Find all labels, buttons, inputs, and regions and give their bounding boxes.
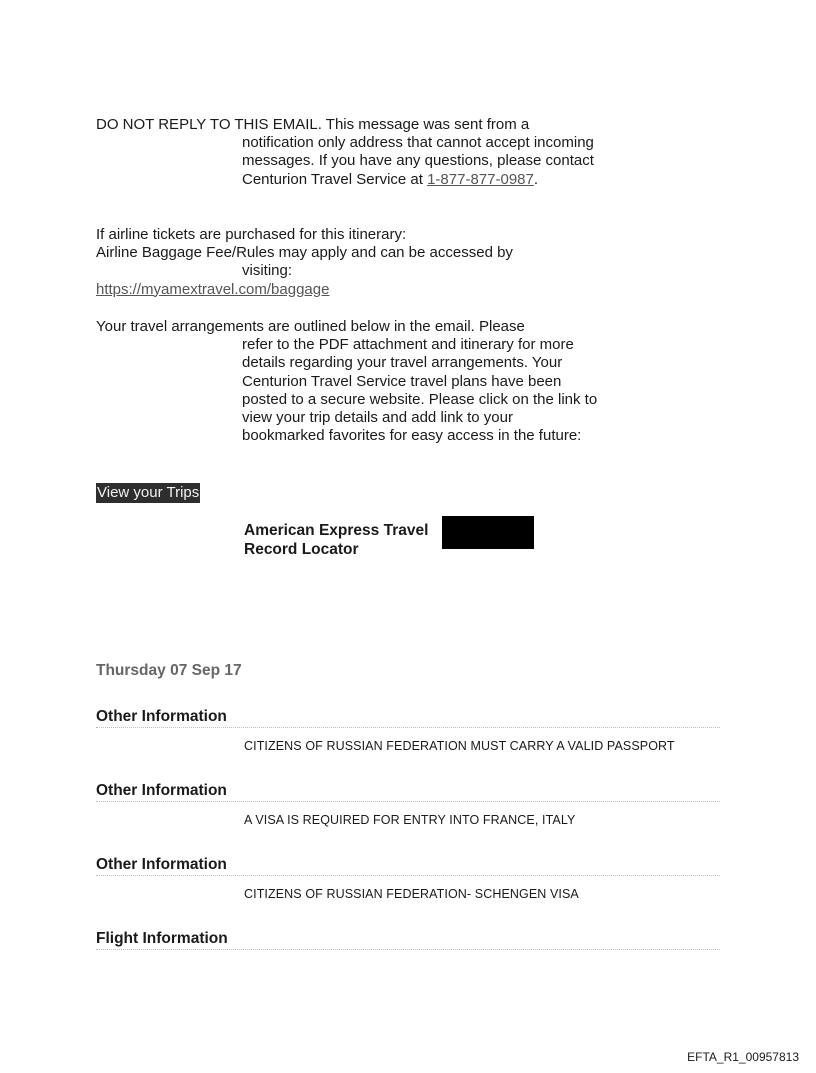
info-section: [96, 856, 720, 901]
baggage-line-1: If airline tickets are purchased for this itinerary:: [96, 226, 407, 243]
baggage-notice: [96, 226, 636, 299]
arrangements-notice: [96, 318, 636, 445]
baggage-url-link[interactable]: https://myamextravel.com/baggage: [96, 280, 330, 298]
baggage-line-2: Airline Baggage Fee/Rules may apply and can be accessed by: [96, 244, 513, 262]
arrangements-rest: refer to the PDF attachment and itinerary for more details regarding your travel arrangements. Your Centurion Travel Service travel plans have been posted to a secure website. Please click on the link to view your trip details and add link to your bookmarked favorites for easy access in the future:: [242, 336, 598, 445]
document-id: EFTA_R1_00957813: [687, 1050, 799, 1064]
section-body: CITIZENS OF RUSSIAN FEDERATION MUST CARRY A VALID PASSPORT: [244, 739, 675, 753]
no-reply-rest: [96, 134, 608, 189]
no-reply-first-line: DO NOT REPLY TO THIS EMAIL. This message was sent from a: [96, 116, 530, 133]
record-locator-label: American Express Travel Record Locator: [244, 522, 429, 558]
no-reply-body: notification only address that cannot accept incoming messages. If you have any questions, please contact Centurion Travel Service at: [242, 134, 594, 188]
section-title: Other Information: [96, 856, 720, 876]
info-section: [96, 708, 720, 753]
arrangements-first-line: Your travel arrangements are outlined below in the email. Please: [96, 318, 525, 335]
section-title: Other Information: [96, 708, 720, 728]
date-heading: Thursday 07 Sep 17: [96, 662, 242, 679]
flight-section: [96, 930, 720, 961]
baggage-line-3: visiting:: [242, 262, 293, 280]
section-title: Flight Information: [96, 930, 720, 950]
record-locator-redacted: [442, 516, 534, 549]
view-your-trips-button[interactable]: View your Trips: [97, 484, 200, 501]
phone-link[interactable]: 1-877-877-0987: [427, 170, 534, 188]
section-body: A VISA IS REQUIRED FOR ENTRY INTO FRANCE, ITALY: [244, 813, 576, 827]
no-reply-suffix: .: [533, 170, 539, 188]
section-title: Other Information: [96, 782, 720, 802]
no-reply-notice: [96, 116, 636, 189]
info-section: [96, 782, 720, 827]
section-body: CITIZENS OF RUSSIAN FEDERATION- SCHENGEN VISA: [244, 887, 579, 901]
